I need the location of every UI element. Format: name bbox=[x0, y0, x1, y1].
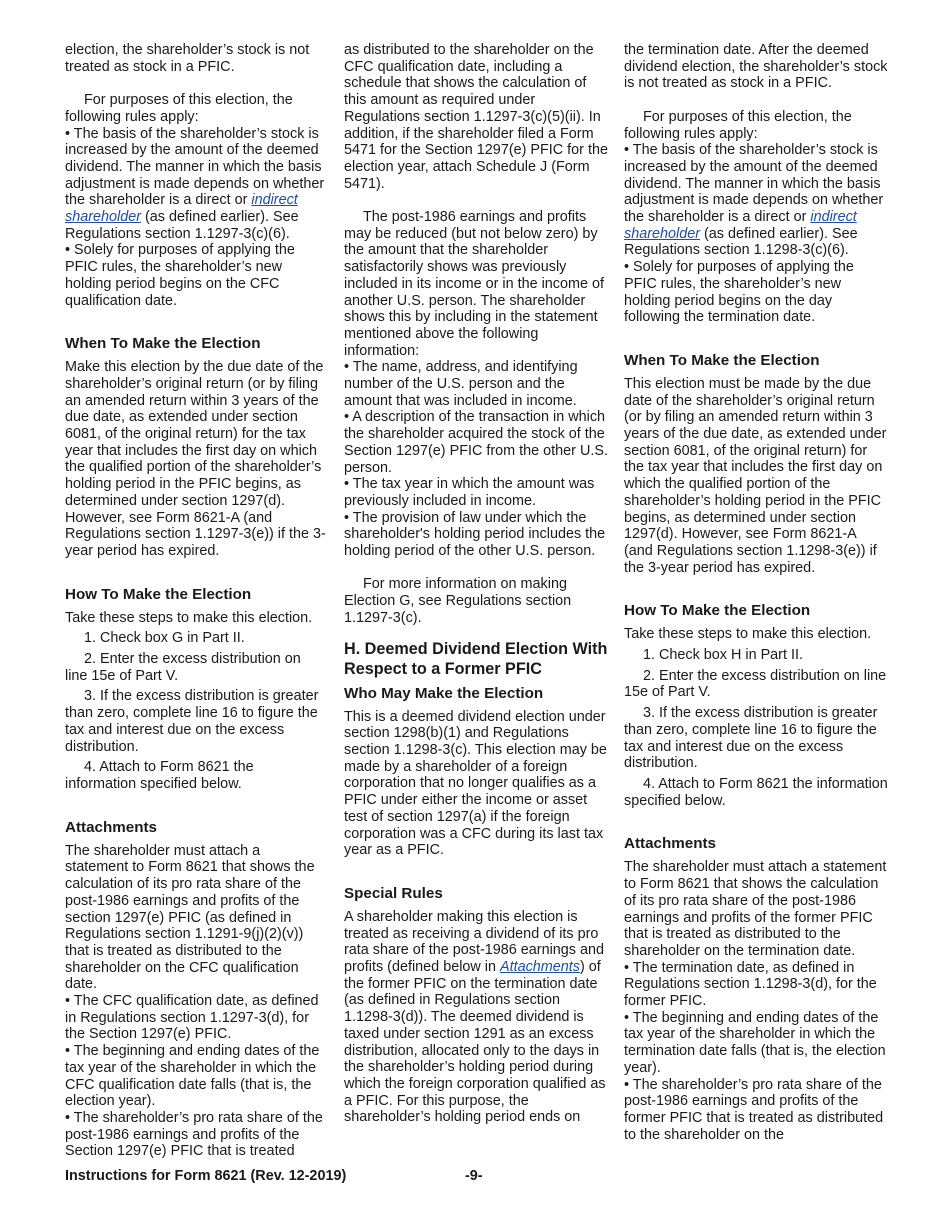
paragraph-text: ) of the former PFIC on the termination date (as defined in Regulations section 1.1298-3(d)). The deemed dividend is taxed under section 1291 as an excess distribution, allocated only to the days in the shareholder’s holding period during which the foreign corporation qualified as a PFIC. For this purpose, the shareholder’s holding period ends on bbox=[344, 959, 606, 1126]
indirect-shareholder-link[interactable]: indirect shareholder bbox=[624, 209, 857, 242]
section-heading: When To Make the Election bbox=[65, 335, 261, 353]
bullet-item: • The CFC qualification date, as defined in Regulations section 1.1297-3(d), for the Section 1297(e) PFIC. bbox=[65, 993, 319, 1043]
paragraph: Take these steps to make this election. bbox=[624, 626, 872, 643]
bullet-item: • The tax year in which the amount was previously included in income. bbox=[344, 476, 595, 509]
paragraph: the termination date. After the deemed dividend election, the shareholder’s stock is not treated as stock in a PFIC. bbox=[624, 42, 888, 92]
step-item: 4. Attach to Form 8621 the information specified below. bbox=[624, 776, 888, 809]
section-heading: Attachments bbox=[65, 818, 157, 836]
paragraph: election, the shareholder’s stock is not treated as stock in a PFIC. bbox=[65, 42, 310, 75]
bullet-text: • The basis of the shareholder’s stock is increased by the amount of the deemed dividend. The manner in which the basis adjustment is made depends on whether the shareholder is a direct or bbox=[65, 125, 325, 209]
step-item: 2. Enter the excess distribution on line 15e of Part V. bbox=[65, 651, 301, 684]
paragraph: For more information on making Election G, see Regulations section 1.1297-3(c). bbox=[344, 576, 572, 626]
bullet-item: • The name, address, and identifying number of the U.S. person and the amount that was included in income. bbox=[344, 359, 578, 409]
paragraph: For purposes of this election, the following rules apply: bbox=[624, 108, 852, 142]
paragraph: The shareholder must attach a statement to Form 8621 that shows the calculation of its pro rata share of the post-1986 earnings and profits of the section 1297(e) PFIC (as defined in Regulations section 1.1291-9(j)(2)(v)) that is treated as distributed to the shareholder on the CFC qualification date. bbox=[65, 842, 315, 993]
section-heading: How To Make the Election bbox=[65, 585, 252, 603]
step-item: 3. If the excess distribution is greater than zero, complete line 16 to figure the tax and interest due on the excess distribution. bbox=[65, 688, 319, 755]
bullet-text: • The basis of the shareholder’s stock is increased by the amount of the deemed dividend. The manner in which the basis adjustment is made depends on whether the shareholder is a direct or bbox=[624, 142, 884, 226]
paragraph: Make this election by the due date of the shareholder’s original return (or by filing an amended return within 3 years of the due date, as extended under section 6081, of the original return) for the tax year that includes the first day on which the qualified portion of the shareholder’s holding period in the PFIC begins, as determined under section 1297(d). However, see Form 8621-A (and Regulations section 1.1297-3(e)) if the 3-year period has expired. bbox=[65, 359, 326, 559]
section-heading: Special Rules bbox=[344, 884, 443, 902]
section-title: H. Deemed Dividend Election With Respect to a Former PFIC bbox=[344, 639, 608, 678]
paragraph: For purposes of this election, the following rules apply: bbox=[65, 92, 293, 125]
bullet-item: • A description of the transaction in which the shareholder acquired the stock of the Section 1297(e) PFIC from the other U.S. person. bbox=[344, 409, 608, 476]
bullet-item: • The termination date, as defined in Regulations section 1.1298-3(d), for the former PFIC. bbox=[624, 959, 877, 1010]
step-item: 1. Check box G in Part II. bbox=[84, 630, 245, 647]
section-heading: When To Make the Election bbox=[624, 351, 820, 369]
paragraph: This election must be made by the due date of the shareholder’s original return (or by filing an amended return within 3 years of the due date, as extended under section 6081, of the original return) for the tax year that includes the first day on which the qualified portion of the shareholder’s holding period in the PFIC begins, as determined under section 1297(d). However, see Form 8621-A (and Regulations section 1.1298-3(e)) if the 3-year period has expired. bbox=[624, 375, 887, 576]
paragraph: Take these steps to make this election. bbox=[65, 609, 313, 626]
paragraph bbox=[344, 909, 608, 1126]
bullet-item: • The shareholder’s pro rata share of the post-1986 earnings and profits of the Section 1297(e) PFIC that is treated bbox=[65, 1109, 323, 1160]
bullet-item: • Solely for purposes of applying the PFIC rules, the shareholder’s new holding period begins on the CFC qualification date. bbox=[65, 242, 295, 309]
paragraph: The shareholder must attach a statement to Form 8621 that shows the calculation of its pro rata share of the post-1986 earnings and profits of the former PFIC that is treated as distributed to the shareholder on the termination date. bbox=[624, 859, 887, 959]
column-3 bbox=[624, 42, 888, 1143]
bullet-item: • The provision of law under which the shareholder's holding period includes the holding period of the other U.S. person. bbox=[344, 509, 606, 560]
paragraph-text: A shareholder making this election is treated as receiving a dividend of its pro rata share of the post-1986 earnings and profits (defined below in bbox=[344, 908, 605, 976]
bullet-item: • The beginning and ending dates of the tax year of the shareholder in which the termination date falls (that is, the election year). bbox=[624, 1009, 886, 1076]
footer-form-title: Instructions for Form 8621 (Rev. 12-2019) bbox=[65, 1168, 347, 1184]
section-heading: Who May Make the Election bbox=[344, 684, 544, 702]
bullet-item bbox=[624, 142, 888, 259]
bullet-item: • Solely for purposes of applying the PFIC rules, the shareholder’s new holding period begins on the day following the termination date. bbox=[624, 259, 854, 326]
bullet-text: (as defined earlier). See Regulations section 1.1297-3(c)(6). bbox=[65, 209, 299, 242]
page-number: -9- bbox=[465, 1168, 483, 1184]
bullet-item: • The beginning and ending dates of the tax year of the shareholder in which the CFC qualification date falls (that is, the election year). bbox=[65, 1043, 320, 1110]
indirect-shareholder-link[interactable]: indirect shareholder bbox=[65, 192, 298, 226]
column-1 bbox=[65, 42, 327, 1160]
bullet-item: • The shareholder’s pro rata share of the post-1986 earnings and profits of the former PFIC that is treated as distributed to the shareholder on the bbox=[624, 1076, 884, 1143]
bullet-item bbox=[65, 126, 327, 243]
step-item: 1. Check box H in Part II. bbox=[643, 647, 803, 664]
paragraph: as distributed to the shareholder on the CFC qualification date, including a schedule that shows the calculation of this amount as required under Regulations section 1.1297-3(c)(5)(ii). In addition, if the shareholder filed a Form 5471 for the Section 1297(e) PFIC for the election year, attach Schedule J (Form 5471). bbox=[344, 42, 608, 192]
attachments-link[interactable]: Attachments bbox=[500, 959, 580, 976]
column-2 bbox=[344, 42, 608, 1126]
step-item: 3. If the excess distribution is greater than zero, complete line 16 to figure the tax and interest due on the excess distribution. bbox=[624, 705, 878, 772]
step-item: 2. Enter the excess distribution on line 15e of Part V. bbox=[624, 667, 887, 701]
paragraph: The post-1986 earnings and profits may be reduced (but not below zero) by the amount that the shareholder satisfactorily shows was previously included in its income or in the income of another U.S. person. The shareholder shows this by including in the statement mentioned above the following information: bbox=[344, 209, 604, 359]
section-heading: How To Make the Election bbox=[624, 602, 811, 620]
paragraph: This is a deemed dividend election under section 1298(b)(1) and Regulations section 1.1298-3(c). This election may be made by a shareholder of a foreign corporation that no longer qualifies as a PFIC under either the income or asset test of section 1297(a) if the foreign corporation was a CFC during its last tax year as a PFIC. bbox=[344, 708, 607, 859]
section-heading: Attachments bbox=[624, 835, 716, 853]
bullet-text: (as defined earlier). See Regulations section 1.1298-3(c)(6). bbox=[624, 225, 858, 259]
step-item: 4. Attach to Form 8621 the information specified below. bbox=[65, 759, 254, 792]
